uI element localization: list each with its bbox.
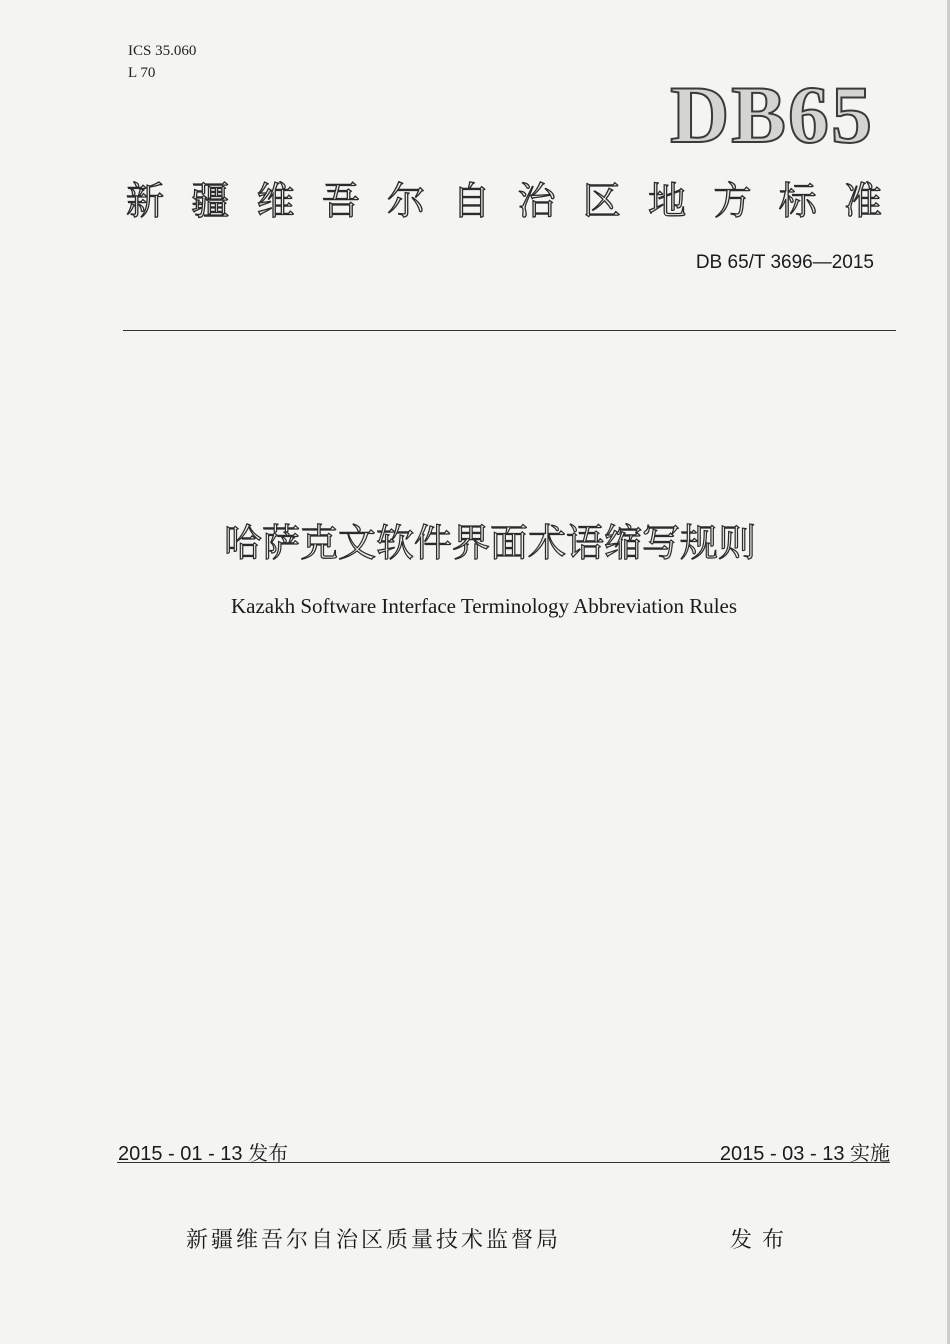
- authority-char: 尔: [387, 179, 426, 223]
- title-english: Kazakh Software Interface Terminology Abbreviation Rules: [230, 594, 738, 618]
- authority-char: 吾: [321, 179, 360, 223]
- authority-char: 地: [648, 179, 687, 223]
- standard-authority-heading: [0, 176, 950, 226]
- authority-char: 区: [582, 179, 621, 223]
- top-divider: [123, 330, 896, 331]
- authority-char: 自: [452, 179, 491, 223]
- standard-number: DB 65/T 3696—2015: [695, 252, 874, 273]
- classification-block: [128, 40, 196, 84]
- standard-code-logo: DB65: [670, 69, 874, 160]
- issue-label: 发布: [730, 1228, 795, 1253]
- authority-char: 疆: [191, 179, 230, 223]
- ccs-code: L 70: [128, 65, 156, 81]
- authority-char: 标: [778, 179, 817, 223]
- authority-char: 治: [517, 179, 556, 223]
- authority-char: 新: [126, 179, 165, 223]
- ics-code: ICS 35.060: [128, 43, 197, 59]
- authority-char: 维: [256, 179, 295, 223]
- issue-date: 2015 - 01 - 13 发布: [118, 1143, 289, 1165]
- authority-char: 准: [844, 179, 883, 223]
- bottom-divider: [117, 1162, 890, 1163]
- authority-char: 方: [713, 179, 752, 223]
- implementation-date: 2015 - 03 - 13 实施: [719, 1143, 890, 1165]
- title-chinese: 哈萨克文软件界面术语缩写规则: [223, 521, 756, 565]
- issuing-authority: 新疆维吾尔自治区质量技术监督局: [186, 1228, 562, 1253]
